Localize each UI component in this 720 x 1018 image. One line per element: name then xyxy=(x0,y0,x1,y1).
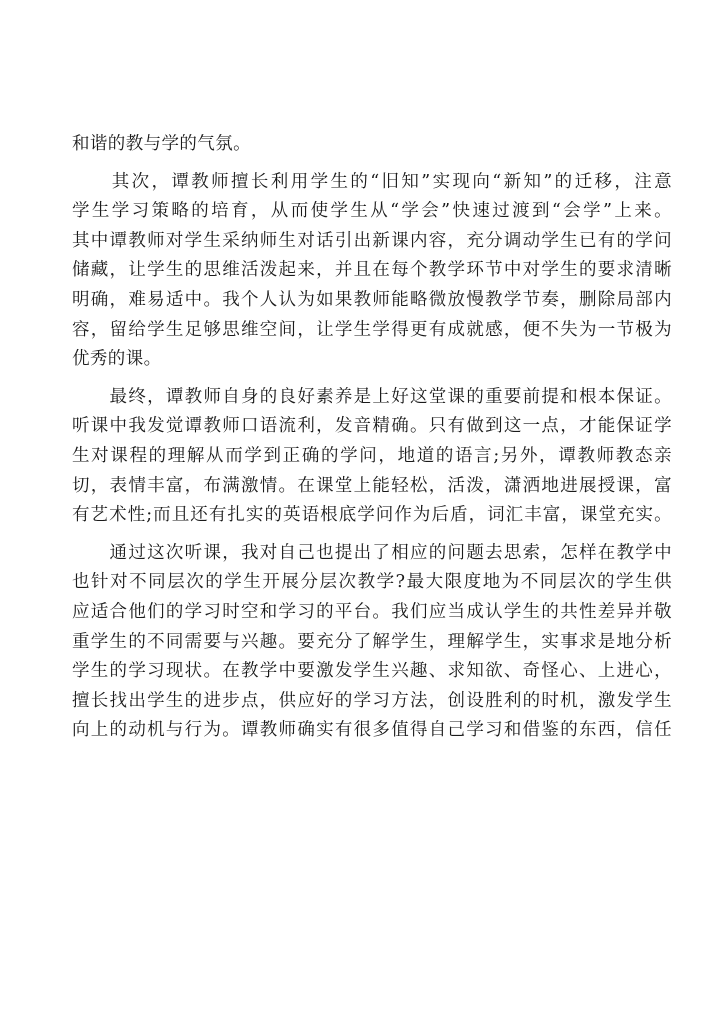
text-line: 最终，谭教师自身的良好素养是上好这堂课的重要前提和根本保证。 xyxy=(72,386,672,407)
text-line: 向上的动机与行为。谭教师确实有很多值得自己学习和借鉴的东西，信任 xyxy=(72,720,672,741)
paragraph-1 xyxy=(72,130,672,160)
text-line: 其次，谭教师擅长利用学生的“旧知”实现向“新知”的迁移，注意 xyxy=(72,171,672,192)
paragraph-2 xyxy=(72,168,672,375)
paragraph-3 xyxy=(72,383,672,531)
paragraph-4 xyxy=(72,539,672,746)
text-line: 有艺术性;而且还有扎实的英语根底学问作为后盾，词汇丰富，课堂充实。 xyxy=(72,505,672,526)
text-line: 学生学习策略的培育，从而使学生从“学会”快速过渡到“会学”上来。 xyxy=(72,201,672,222)
text-line: 也针对不同层次的学生开展分层次教学?最大限度地为不同层次的学生供 xyxy=(72,572,672,593)
text-line: 生对课程的理解从而学到正确的学问，地道的语言;另外，谭教师教态亲 xyxy=(72,445,672,466)
text-line: 和谐的教与学的气氛。 xyxy=(72,134,251,154)
text-line: 储藏，让学生的思维活泼起来，并且在每个教学环节中对学生的要求清晰 xyxy=(72,260,672,281)
text-line: 通过这次听课，我对自己也提出了相应的问题去思索，怎样在教学中 xyxy=(72,542,672,563)
text-line: 重学生的不同需要与兴趣。要充分了解学生，理解学生，实事求是地分析 xyxy=(72,631,672,652)
document-body xyxy=(72,130,672,746)
text-line: 明确，难易适中。我个人认为如果教师能略微放慢教学节奏，删除局部内 xyxy=(72,289,672,310)
text-line: 容，留给学生足够思维空间，让学生学得更有成就感，便不失为一节极为 xyxy=(72,319,672,340)
text-line: 学生的学习现状。在教学中要激发学生兴趣、求知欲、奇怪心、上进心， xyxy=(72,661,672,682)
text-line: 优秀的课。 xyxy=(72,349,162,370)
text-line: 听课中我发觉谭教师口语流利，发音精确。只有做到这一点，才能保证学 xyxy=(72,416,672,437)
text-line: 切，表情丰富，布满激情。在课堂上能轻松，活泼，潇洒地进展授课，富 xyxy=(72,475,672,496)
text-line: 擅长找出学生的进步点，供应好的学习方法，创设胜利的时机，激发学生 xyxy=(72,690,672,711)
text-line: 应适合他们的学习时空和学习的平台。我们应当成认学生的共性差异并敬 xyxy=(72,601,672,622)
text-line: 其中谭教师对学生采纳师生对话引出新课内容，充分调动学生已有的学问 xyxy=(72,230,672,251)
